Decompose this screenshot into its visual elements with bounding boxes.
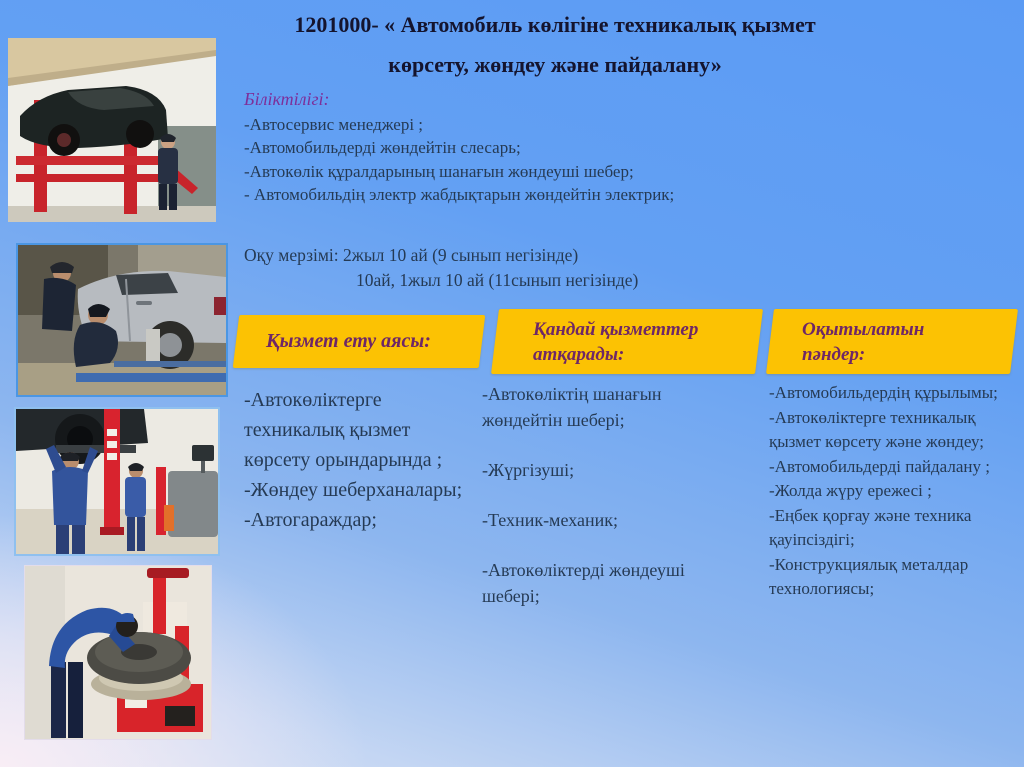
qualifications-heading: Біліктілігі: xyxy=(244,89,330,109)
qualification-item: -Автомобильдерді жөндейтін слесарь; xyxy=(244,138,521,157)
list-item: -Конструкциялық металдар технологиясы; xyxy=(769,554,969,598)
banner-subjects-label: Оқытылатын пәндер: xyxy=(802,318,925,365)
banner-job-functions xyxy=(491,309,763,374)
banner-service-scope xyxy=(233,315,486,368)
study-period-line-1: Оқу мерзімі: 2жыл 10 ай (9 сынып негізінде) xyxy=(244,245,579,265)
list-item: -Автомобильдердің құрылымы; xyxy=(769,383,998,402)
photo-wheel-alignment xyxy=(16,243,228,397)
qualification-item: -Автокөлік құралдарының шанағын жөндеуші шебер; xyxy=(244,161,634,181)
study-period-line-2: 10ай, 1жыл 10 ай (11сынып негізінде) xyxy=(356,270,639,290)
slide-title xyxy=(235,8,875,82)
photo-two-post-lift-illustration xyxy=(16,409,218,554)
list-item: -Автомобильдерді пайдалану ; xyxy=(769,456,990,476)
banner-subjects xyxy=(766,309,1018,374)
list-item: -Автокөліктің шанағын жөндейтін шебері; xyxy=(482,384,662,430)
study-period-block xyxy=(244,243,638,293)
job-functions-list xyxy=(482,381,746,633)
title-line-1: 1201000- « Автомобиль көлігіне техникалық қызмет xyxy=(294,12,816,37)
photo-suv-on-lift xyxy=(8,38,216,222)
list-item: -Жүргізуші; xyxy=(482,460,575,480)
banner-job-functions-label: Қандай қызметтер атқарады: xyxy=(533,318,699,365)
list-item: -Автокөліктерді жөндеуші шебері; xyxy=(482,560,685,606)
photo-two-post-lift xyxy=(14,407,220,556)
banner-service-scope-label: Қызмет ету аясы: xyxy=(266,330,431,352)
photo-tire-changer xyxy=(24,565,212,740)
qualification-item: -Автосервис менеджері ; xyxy=(244,114,424,134)
title-line-2: көрсету, жөндеу және пайдалану» xyxy=(388,52,722,77)
list-item: -Техник-механик; xyxy=(482,510,618,530)
subjects-list xyxy=(769,381,1021,602)
photo-suv-on-lift-illustration xyxy=(8,38,216,222)
list-item: -Автокөліктерге техникалық қызмет көрсету және жөндеу; xyxy=(769,407,984,451)
list-item: -Жөндеу шеберханалары; xyxy=(244,479,463,501)
service-scope-list xyxy=(244,385,474,535)
qualification-item: - Автомобильдің электр жабдықтарын жөндейтін электрик; xyxy=(244,185,675,204)
list-item: -Жолда жүру ережесі ; xyxy=(769,481,932,500)
list-item: -Еңбек қорғау және техника қауіпсіздігі; xyxy=(769,505,972,549)
photo-tire-changer-illustration xyxy=(25,566,211,739)
list-item: -Автогараждар; xyxy=(244,509,377,531)
list-item: -Автокөліктерге техникалық қызмет көрсету орындарында ; xyxy=(244,389,443,471)
photo-wheel-alignment-illustration xyxy=(18,245,226,395)
qualifications-block xyxy=(244,88,804,207)
